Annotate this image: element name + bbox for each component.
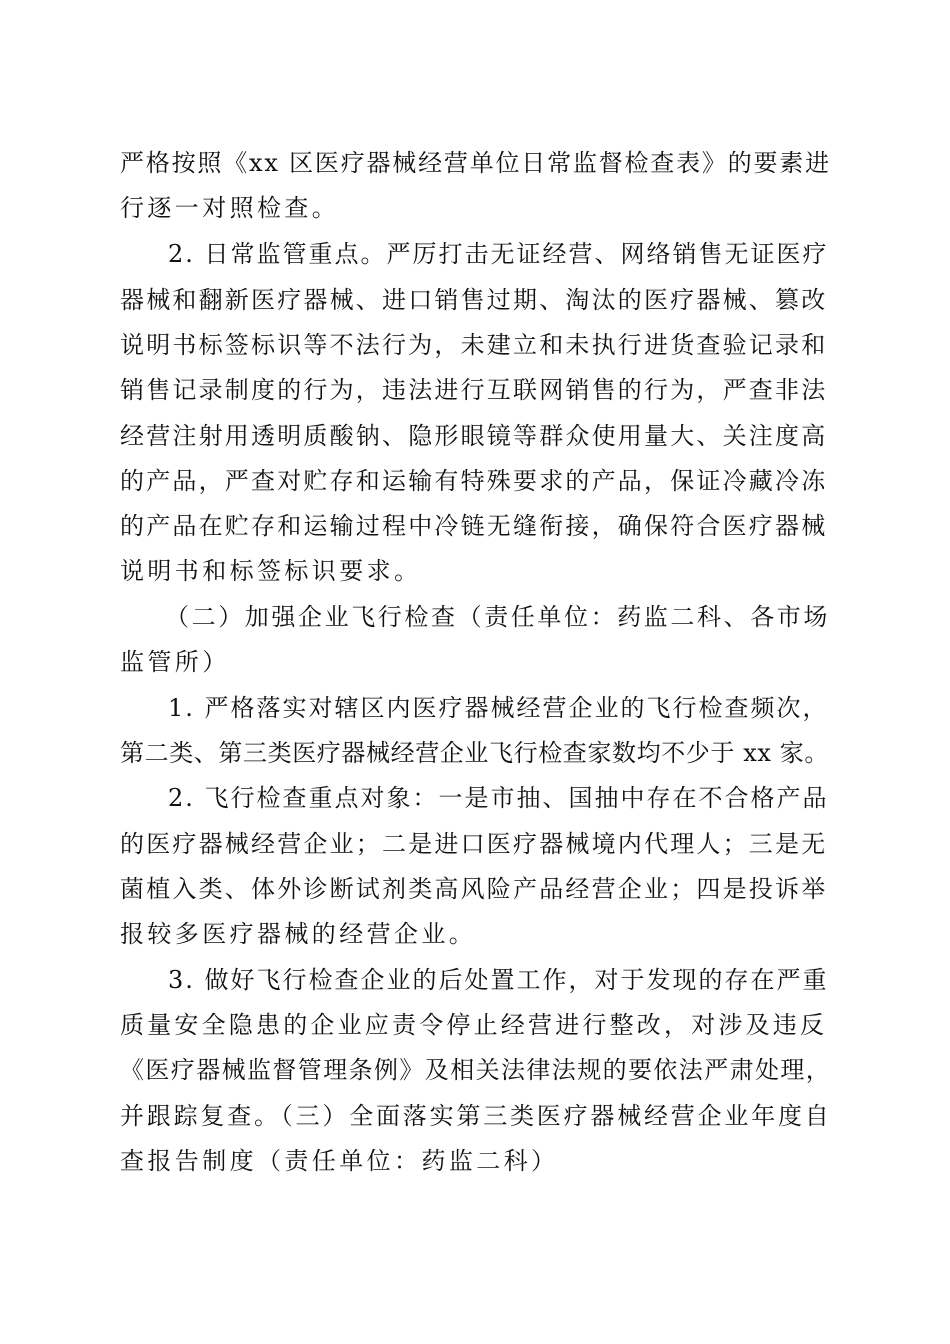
text-line-17: 菌植入类、体外诊断试剂类高风险产品经营企业；四是投诉举: [120, 875, 828, 903]
text-line-20: 质量安全隐患的企业应责令停止经营进行整改，对涉及违反: [120, 1011, 828, 1039]
text-line-7: 经营注射用透明质酸钠、隐形眼镜等群众使用量大、关注度高: [120, 422, 828, 450]
text-line-16: 的医疗器械经营企业；二是进口医疗器械境内代理人；三是无: [120, 830, 828, 858]
text-line-10: 说明书和标签标识要求。: [120, 557, 422, 585]
text-line-1: 严格按照《xx 区医疗器械经营单位日常监督检查表》的要素进: [120, 149, 831, 177]
text-line-4: 器械和翻新医疗器械、进口销售过期、淘汰的医疗器械、篡改: [120, 286, 828, 314]
text-line-9: 的产品在贮存和运输过程中冷链无缝衔接，确保符合医疗器械: [120, 512, 828, 540]
text-line-8: 的产品，严查对贮存和运输有特殊要求的产品，保证冷藏冷冻: [120, 467, 828, 495]
text-line-2: 行逐一对照检查。: [120, 194, 340, 222]
text-line-21: 《医疗器械监督管理条例》及相关法律法规的要依法严肃处理，: [120, 1056, 832, 1084]
section-heading-2: （二）加强企业飞行检查（责任单位：药监二科、各市场: [165, 603, 830, 631]
text-line-5: 说明书标签标识等不法行为，未建立和未执行进货查验记录和: [120, 331, 828, 359]
item-2-start: 2. 飞行检查重点对象：一是市抽、国抽中存在不合格产品: [168, 784, 829, 812]
text-line-18: 报较多医疗器械的经营企业。: [120, 920, 477, 948]
item-1-start: 1. 严格落实对辖区内医疗器械经营企业的飞行检查频次，: [168, 694, 829, 722]
text-line-14: 第二类、第三类医疗器械经营企业飞行检查家数均不少于 xx 家。: [120, 739, 829, 767]
text-line-23: 查报告制度（责任单位：药监二科）: [120, 1147, 559, 1175]
item-3-start: 3. 做好飞行检查企业的后处置工作，对于发现的存在严重: [168, 966, 829, 994]
section-heading-2-cont: 监管所）: [120, 648, 230, 676]
text-line-22: 并跟踪复查。（三）全面落实第三类医疗器械经营企业年度自: [120, 1102, 832, 1130]
paragraph-2-start: 2. 日常监管重点。严厉打击无证经营、网络销售无证医疗: [168, 240, 829, 268]
text-line-6: 销售记录制度的行为，违法进行互联网销售的行为，严查非法: [120, 376, 828, 404]
